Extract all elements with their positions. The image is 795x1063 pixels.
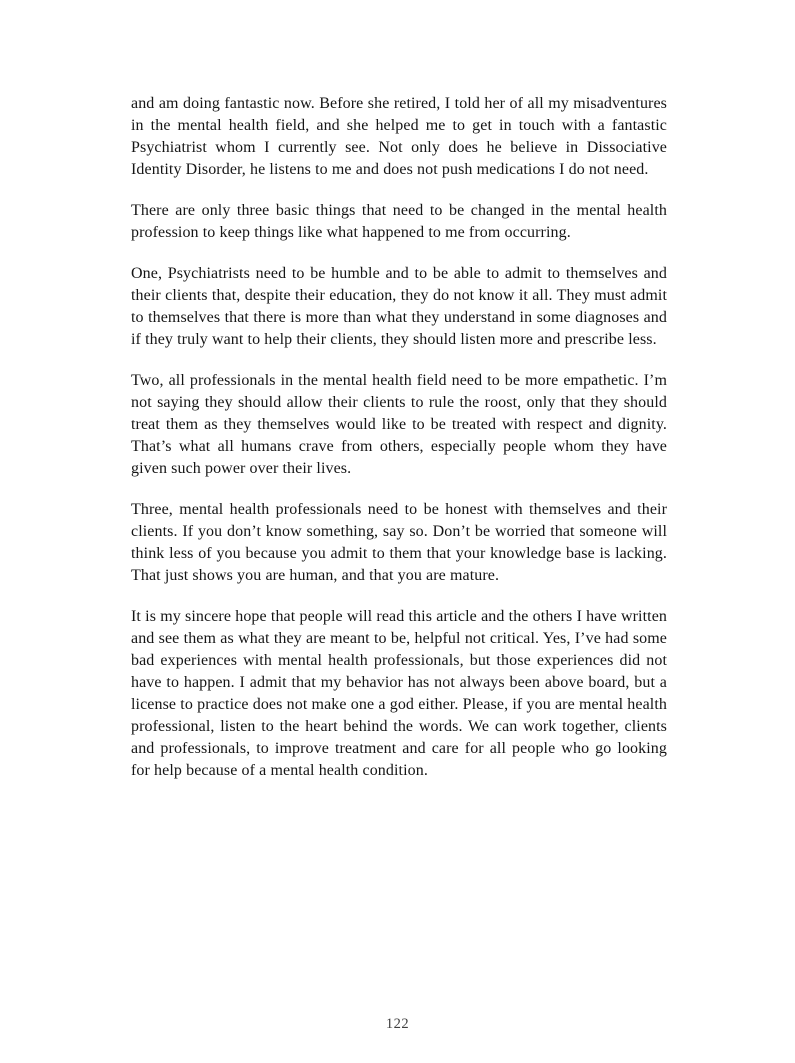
paragraph: It is my sincere hope that people will read this article and the others I have written and see them as what they are meant to be, helpful not critical. Yes, I’ve had some bad experiences with mental health professionals, but those experiences did not have to happen. I admit that my behavior has not always been above board, but a license to practice does not make one a god either. Please, if you are mental health professional, listen to the heart behind the words. We can work together, clients and professionals, to improve treatment and care for all people who go looking for help because of a mental health condition. xyxy=(131,608,667,779)
page-number: 122 xyxy=(385,1016,410,1032)
paragraph: and am doing fantastic now. Before she retired, I told her of all my misadventures in the mental health field, and she helped me to get in touch with a fantastic Psychiatrist whom I currently see. Not only does he believe in Dissociative Identity Disorder, he listens to me and does not push medications I do not need. xyxy=(131,95,667,178)
paragraph: Three, mental health professionals need to be honest with themselves and their clients. If you don’t know something, say so. Don’t be worried that someone will think less of you because you admit to them that your knowledge base is lacking. That just shows you are human, and that you are mature. xyxy=(131,501,667,584)
paragraph: One, Psychiatrists need to be humble and to be able to admit to themselves and their clients that, despite their education, they do not know it all. They must admit to themselves that there is more than what they understand in some diagnoses and if they truly want to help their clients, they should listen more and prescribe less. xyxy=(131,265,667,348)
paragraph: Two, all professionals in the mental health field need to be more empathetic. I’m not saying they should allow their clients to rule the roost, only that they should treat them as they themselves would like to be treated with respect and dignity. That’s what all humans crave from others, especially people whom they have given such power over their lives. xyxy=(131,372,667,477)
body-text xyxy=(131,93,667,782)
paragraph: There are only three basic things that need to be changed in the mental health profession to keep things like what happened to me from occurring. xyxy=(131,202,667,241)
page-footer xyxy=(0,1015,795,1033)
